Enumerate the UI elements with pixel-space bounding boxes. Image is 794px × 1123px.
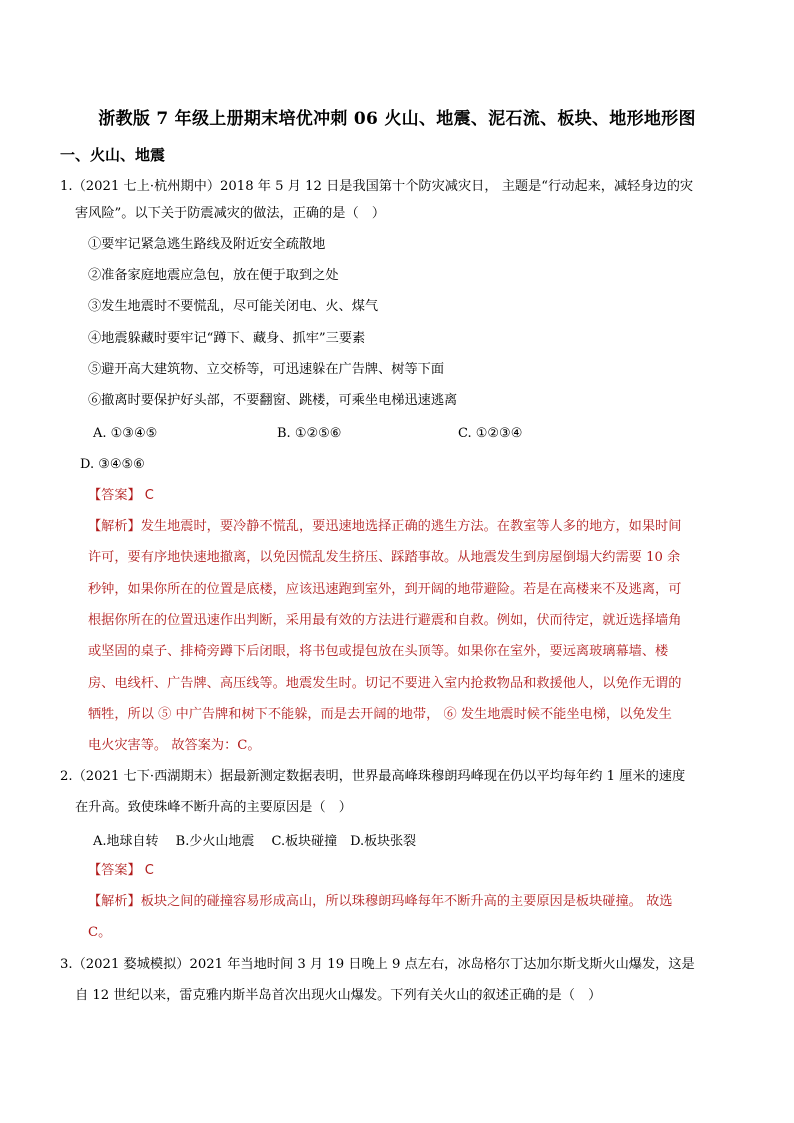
q1-item-6: ⑥撤离时要保护好头部，不要翻窗、跳楼，可乘坐电梯迅速逃离 [88,393,458,408]
q1-analysis-line2: 许可，要有序地快速地撤离，以免因慌乱发生挤压、踩踏事故。从地震发生到房屋倒塌大约需要 10 余 [88,550,681,565]
q1-analysis-tag: 【解析】 [88,519,141,534]
q1-stem-line1: 1.（2021 七上·杭州期中）2018 年 5 月 12 日是我国第十个防灾减灾日， 主题是“行动起来，减轻身边的灾 [60,179,694,194]
q1-analysis-line6: 房、电线杆、广告牌、高压线等。地震发生时。切记不要进入室内抢救物品和救援他人，以免作无谓的 [88,676,682,691]
q2-analysis-tag: 【解析】 [88,894,141,909]
q3-stem-line1: 3.（2021 婺城模拟）2021 年当地时间 3 月 19 日晚上 9 点左右，冰岛格尔丁达加尔斯戈斯火山爆发，这是 [60,957,695,972]
q1-analysis-line1 [88,518,681,536]
q2-answer-tag: 【答案】 [88,863,141,878]
q1-item-1: ①要牢记紧急逃生路线及附近安全疏散地 [88,237,326,252]
q1-item-3: ③发生地震时不要慌乱，尽可能关闭电、火、煤气 [88,299,379,314]
q1-option-d: D. ③④⑤⑥ [80,457,145,472]
q1-answer-tag: 【答案】 [88,488,141,503]
q1-analysis-line5: 或坚固的桌子、排椅旁蹲下后闭眼，将书包或提包放在头顶等。如果你在室外，要远离玻璃幕墙、楼 [88,644,669,659]
q2-answer-value: C [144,863,154,878]
q1-analysis-line8: 电火灾害等。 故答案为：C。 [88,738,261,753]
q1-option-b: B. ①②⑤⑥ [277,426,342,441]
q2-stem-line1: 2.（2021 七下·西湖期末）据最新测定数据表明，世界最高峰珠穆朗玛峰现在仍以平均每年约 1 厘米的速度 [60,769,686,784]
q1-analysis-line7: 牺牲，所以 ⑤ 中广告牌和树下不能躲，而是去开阔的地带， ⑥ 发生地震时候不能坐电梯，以免发生 [88,707,672,722]
q1-item-2: ②准备家庭地震应急包，放在便于取到之处 [88,268,339,283]
q1-item-5: ⑤避开高大建筑物、立交桥等，可迅速躲在广告牌、树等下面 [88,362,445,377]
q1-analysis-text: 发生地震时，要冷静不慌乱，要迅速地选择正确的逃生方法。在教室等人多的地方，如果时间 [140,519,682,534]
q3-stem-line2: 自 12 世纪以来，雷克雅内斯半岛首次出现火山爆发。下列有关火山的叙述正确的是（ ） [75,988,602,1003]
q1-option-c: C. ①②③④ [458,426,523,441]
q1-option-a: A. ①③④⑤ [93,426,158,441]
q1-item-4: ④地震躲藏时要牢记“蹲下、藏身、抓牢”三要素 [88,331,366,346]
q1-analysis-line3: 秒钟，如果你所在的位置是底楼，应该迅速跑到室外，到开阔的地带避险。若是在高楼来不及逃离，可 [88,582,682,597]
q1-answer-value: C [144,488,154,503]
q2-answer-row [88,862,154,880]
q2-analysis-text: 板块之间的碰撞容易形成高山，所以珠穆朗玛峰每年不断升高的主要原因是板块碰撞。 故选 [140,894,673,909]
q2-analysis-line2: C。 [88,925,112,940]
page-title: 浙教版 7 年级上册期末培优冲刺 06 火山、地震、泥石流、板块、地形地形图 [98,109,696,129]
q1-analysis-line4: 根据你所在的位置迅速作出判断，采用最有效的方法进行避震和自救。例如，伏而待定，就近选择墙角 [88,613,682,628]
q1-stem-line2: 害风险”。以下关于防震减灾的做法，正确的是（ ） [75,206,386,221]
q2-options: A.地球自转 B.少火山地震 C.板块碰撞 D.板块张裂 [93,834,417,849]
q2-stem-line2: 在升高。致使珠峰不断升高的主要原因是（ ） [75,800,352,815]
q1-answer-row [88,487,154,505]
section-heading: 一、火山、地震 [60,146,166,164]
q2-analysis-line1 [88,893,672,911]
